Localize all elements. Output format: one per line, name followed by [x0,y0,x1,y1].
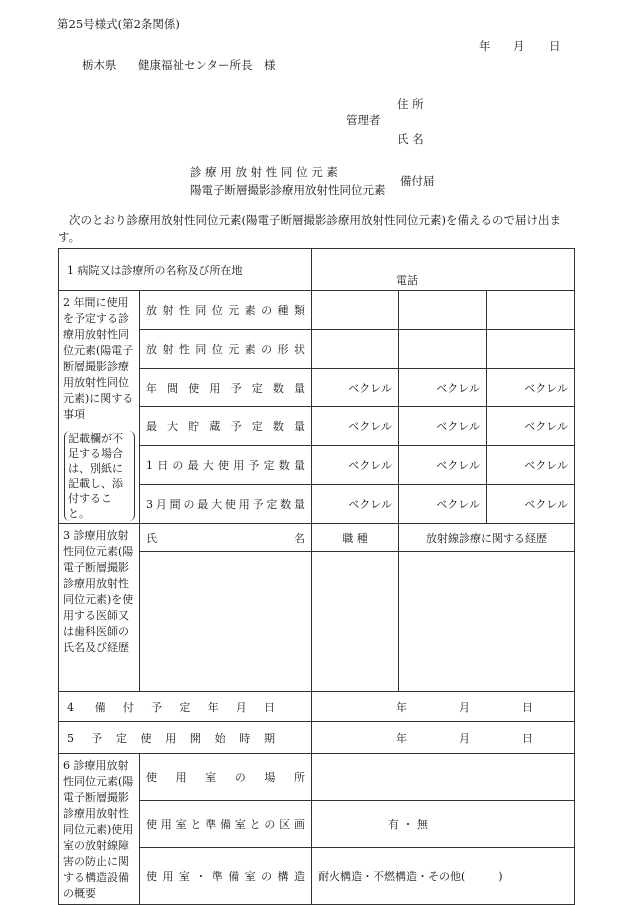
location-field[interactable] [312,754,575,801]
annual-unit-2[interactable]: ベクレル [399,368,487,407]
honorific: 様 [264,58,276,72]
form-table [58,248,575,905]
kind-value-3[interactable] [487,291,575,330]
structure-field[interactable]: 耐火構造・不燃構造・その他( ) [312,847,575,904]
section3-label: 3 診療用放射性同位元素(陽電子断層撮影診療用放射性同位元素)を使用する医師又は歯科医師の氏名及び経歴 [59,524,140,692]
section2-row-kind [59,291,575,330]
row-label-annual: 年間使用予定数量 [140,368,312,407]
row-label-structure: 使用室・準備室の構造 [140,847,312,904]
section5-year: 年 [396,731,407,745]
doctor-job-field[interactable] [312,552,399,692]
kind-value-1[interactable] [312,291,399,330]
quarter-unit-3[interactable]: ベクレル [487,485,575,524]
form-value-3[interactable] [487,329,575,368]
row-label-partition: 使用室と準備室との区画 [140,800,312,847]
row-label-kind: 放射性同位元素の種類 [140,291,312,330]
form-value-2[interactable] [399,329,487,368]
section1-label: 1 病院又は診療所の名称及び所在地 [59,249,312,291]
annual-unit-1[interactable]: ベクレル [312,368,399,407]
intro-text: 次のとおり診療用放射性同位元素(陽電子断層撮影診療用放射性同位元素)を備えるので届け出ます。 [58,213,561,244]
section4-label: 4 備付予定年月日 [59,692,312,722]
storage-unit-2[interactable]: ベクレル [399,407,487,446]
daily-unit-2[interactable]: ベクレル [399,446,487,485]
col-name-1: 氏 [146,531,157,545]
section1-field[interactable] [312,249,575,291]
doctor-history-field[interactable] [399,552,575,692]
col-job: 職 種 [312,524,399,552]
section4-row [59,692,575,722]
recipient: 健康福祉センター所長 [138,58,253,72]
address-label: 住 所 [397,97,424,111]
section4-month: 月 [459,700,470,714]
phone-label: 電話 [396,274,418,287]
section6-row-location [59,754,575,801]
name-label: 氏 名 [397,132,424,146]
section5-day: 日 [522,731,533,745]
row-label-daily: 1日の最大使用予定数量 [140,446,312,485]
daily-unit-3[interactable]: ベクレル [487,446,575,485]
col-name-header [140,524,312,552]
title-line-1: 診 療 用 放 射 性 同 位 元 素 [190,165,338,179]
header-date-month: 月 [513,39,525,53]
section3-header-row [59,524,575,552]
title-suffix: 備付届 [400,174,435,188]
row-label-form: 放射性同位元素の形状 [140,329,312,368]
storage-unit-1[interactable]: ベクレル [312,407,399,446]
section1-row [59,249,575,291]
form-number: 第25号様式(第2条関係) [57,17,180,31]
section6-label: 6 診療用放射性同位元素(陽電子断層撮影診療用放射性同位元素)使用室の放射線障害の防止に関する構造設備の概要 [59,754,140,905]
section5-label: 5 予定使用開始時期 [59,722,312,754]
section4-year: 年 [396,700,407,714]
section2-note: 記載欄が不足する場合は、別紙に記載し、添付すること。 [64,431,135,521]
section4-day: 日 [522,700,533,714]
form-value-1[interactable] [312,329,399,368]
prefecture: 栃木県 [82,58,117,72]
section5-month: 月 [459,731,470,745]
col-name-2: 名 [294,531,305,545]
annual-unit-3[interactable]: ベクレル [487,368,575,407]
row-label-quarter: 3月間の最大使用予定数量 [140,485,312,524]
partition-field[interactable]: 有 ・ 無 [312,800,575,847]
title-line-2: 陽電子断層撮影診療用放射性同位元素 [190,183,386,197]
section5-date-field[interactable] [312,722,575,754]
col-history: 放射線診療に関する経歴 [399,524,575,552]
quarter-unit-2[interactable]: ベクレル [399,485,487,524]
kind-value-2[interactable] [399,291,487,330]
row-label-location: 使用室の場所 [140,754,312,801]
row-label-storage: 最大貯蔵予定数量 [140,407,312,446]
header-date-year: 年 [479,39,491,53]
storage-unit-3[interactable]: ベクレル [487,407,575,446]
header-date-day: 日 [549,39,561,53]
daily-unit-1[interactable]: ベクレル [312,446,399,485]
section2-label: 2 年間に使用を予定する診療用放射性同位元素(陽電子断層撮影診療用放射性同位元素)に関する事項 [63,296,134,421]
section4-date-field[interactable] [312,692,575,722]
manager-label: 管理者 [346,113,381,127]
section2-label-cell [59,291,140,524]
section5-row [59,722,575,754]
doctor-name-field[interactable] [140,552,312,692]
quarter-unit-1[interactable]: ベクレル [312,485,399,524]
